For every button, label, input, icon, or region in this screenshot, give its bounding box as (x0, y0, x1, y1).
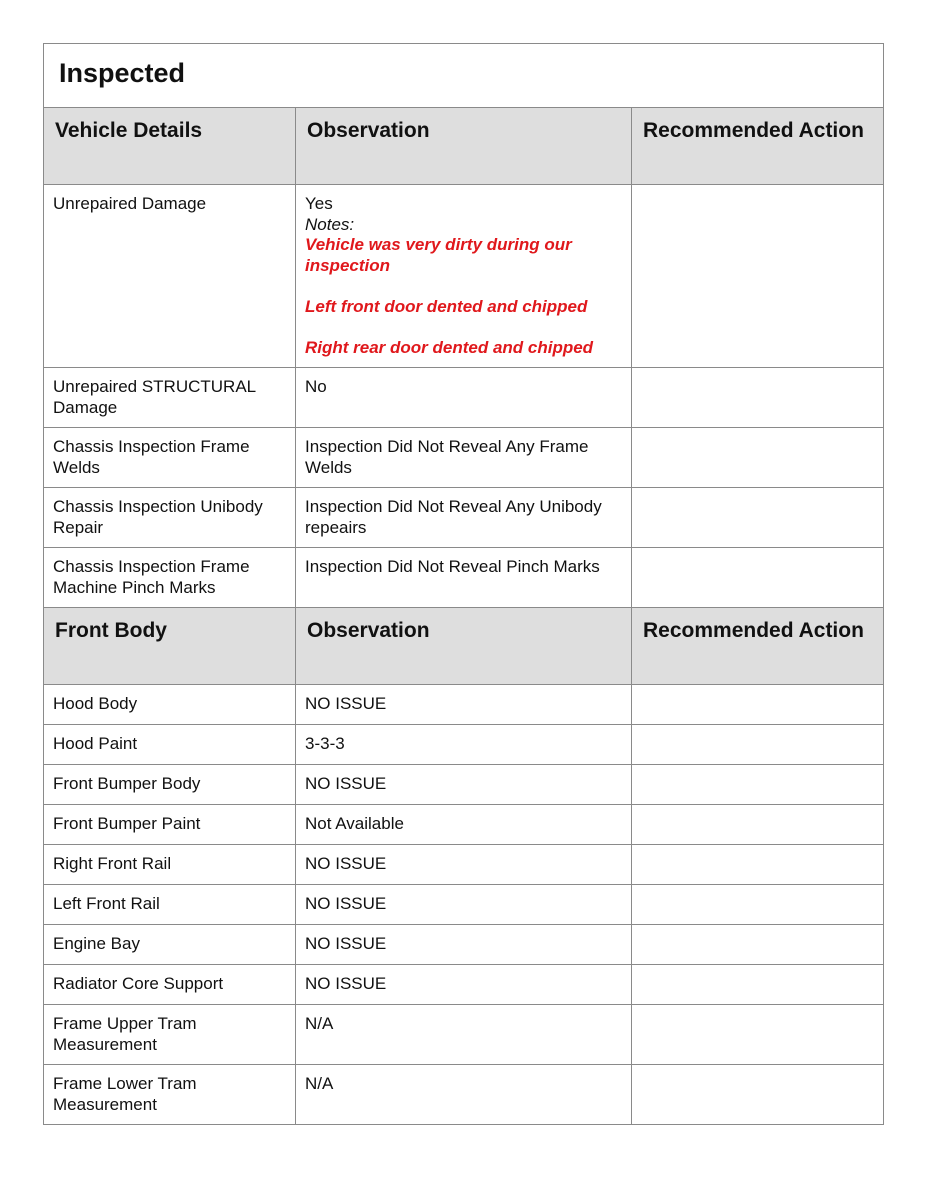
table-row (44, 488, 884, 548)
column-header-recommended-action: Recommended Action (632, 608, 884, 685)
row-observation: NO ISSUE (296, 685, 632, 725)
row-action (632, 885, 884, 925)
table-row (44, 765, 884, 805)
row-label: Front Bumper Paint (44, 805, 296, 845)
row-label: Radiator Core Support (44, 965, 296, 1005)
row-label: Right Front Rail (44, 845, 296, 885)
row-action (632, 725, 884, 765)
row-label: Front Bumper Body (44, 765, 296, 805)
row-observation: N/A (296, 1005, 632, 1065)
title-row (44, 44, 884, 108)
note-text: Right rear door dented and chipped (305, 337, 594, 357)
row-observation: Inspection Did Not Reveal Any Frame Welds (296, 428, 632, 488)
table-row (44, 368, 884, 428)
row-action (632, 428, 884, 488)
front-body-header-row (44, 608, 884, 685)
note-text: Left front door dented and chipped (305, 296, 588, 316)
row-label: Left Front Rail (44, 885, 296, 925)
row-label: Hood Body (44, 685, 296, 725)
row-action (632, 685, 884, 725)
row-label: Unrepaired STRUCTURAL Damage (44, 368, 296, 428)
table-row (44, 548, 884, 608)
table-row (44, 925, 884, 965)
note-text: Vehicle was very dirty during our inspection (305, 235, 572, 275)
row-observation: Inspection Did Not Reveal Pinch Marks (296, 548, 632, 608)
row-label: Engine Bay (44, 925, 296, 965)
row-observation: Inspection Did Not Reveal Any Unibody repeairs (296, 488, 632, 548)
row-action (632, 548, 884, 608)
row-label: Frame Upper Tram Measurement (44, 1005, 296, 1065)
column-header-observation: Observation (296, 608, 632, 685)
table-row (44, 965, 884, 1005)
row-action (632, 845, 884, 885)
row-observation: NO ISSUE (296, 845, 632, 885)
row-action (632, 368, 884, 428)
row-action (632, 925, 884, 965)
row-observation: Not Available (296, 805, 632, 845)
column-header-vehicle-details: Vehicle Details (44, 108, 296, 185)
table-row (44, 1065, 884, 1125)
table-row (44, 428, 884, 488)
row-label: Chassis Inspection Unibody Repair (44, 488, 296, 548)
row-observation: NO ISSUE (296, 925, 632, 965)
table-row (44, 1005, 884, 1065)
row-action (632, 185, 884, 368)
row-observation: 3-3-3 (296, 725, 632, 765)
column-header-recommended-action: Recommended Action (632, 108, 884, 185)
observation-value: Yes (305, 194, 333, 213)
row-observation: NO ISSUE (296, 765, 632, 805)
row-observation: NO ISSUE (296, 965, 632, 1005)
column-header-observation: Observation (296, 108, 632, 185)
row-label: Unrepaired Damage (44, 185, 296, 368)
row-label: Chassis Inspection Frame Welds (44, 428, 296, 488)
row-label: Hood Paint (44, 725, 296, 765)
column-header-front-body: Front Body (44, 608, 296, 685)
table-row (44, 805, 884, 845)
row-observation: No (296, 368, 632, 428)
row-action (632, 965, 884, 1005)
row-action (632, 765, 884, 805)
row-observation: NO ISSUE (296, 885, 632, 925)
row-action (632, 1005, 884, 1065)
row-observation (296, 185, 632, 368)
row-action (632, 805, 884, 845)
table-row (44, 685, 884, 725)
row-label: Frame Lower Tram Measurement (44, 1065, 296, 1125)
table-row (44, 845, 884, 885)
table-row (44, 885, 884, 925)
row-action (632, 1065, 884, 1125)
notes-label: Notes: (305, 214, 355, 234)
row-action (632, 488, 884, 548)
table-row (44, 185, 884, 368)
row-observation: N/A (296, 1065, 632, 1125)
vehicle-details-header-row (44, 108, 884, 185)
table-row (44, 725, 884, 765)
inspection-table (43, 43, 884, 1125)
page-title: Inspected (44, 44, 884, 108)
row-label: Chassis Inspection Frame Machine Pinch Marks (44, 548, 296, 608)
